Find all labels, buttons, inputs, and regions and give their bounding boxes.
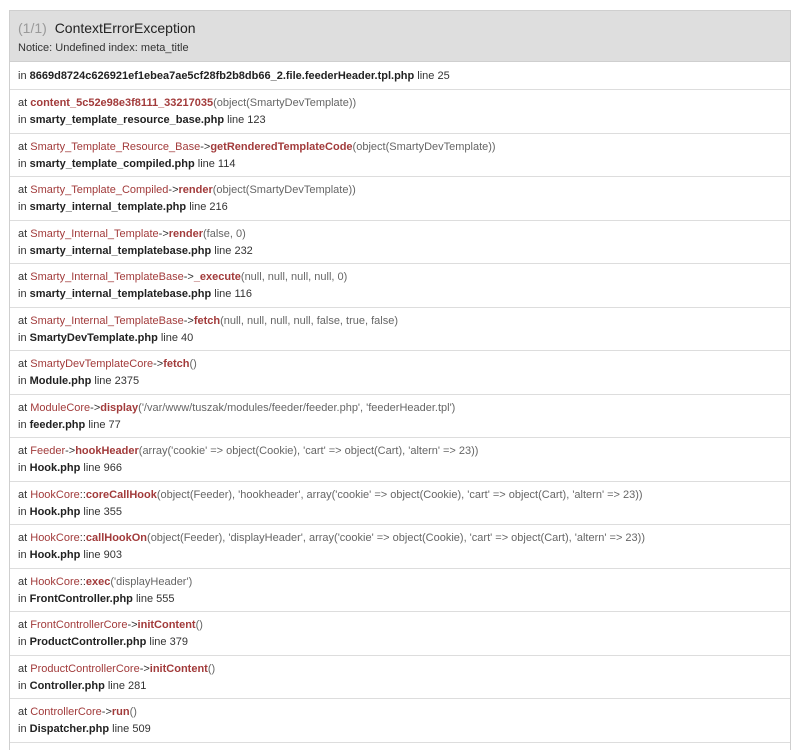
trace-call <box>18 618 782 633</box>
trace-call <box>18 531 782 546</box>
trace-args: (array('cookie' => object(Cookie), 'cart' => object(Cart), 'altern' => 23)) <box>138 445 479 457</box>
trace-separator: -> <box>90 401 101 414</box>
trace-args: (object(Feeder), 'hookheader', array('cookie' => object(Cookie), 'cart' => object(Cart), 'altern' => 23)) <box>156 488 643 501</box>
in-label: in <box>18 679 27 692</box>
at-label: at <box>18 97 28 109</box>
trace-location <box>18 635 782 650</box>
in-label: in <box>18 636 27 648</box>
trace-function: getRenderedTemplateCode <box>210 140 353 153</box>
trace-row <box>10 569 790 613</box>
trace-row <box>10 264 790 308</box>
trace-separator: :: <box>79 575 86 588</box>
trace-args: () <box>195 619 203 631</box>
trace-line: line 116 <box>214 288 252 300</box>
trace-file: smarty_internal_templatebase.php <box>29 288 212 300</box>
trace-file: Hook.php <box>29 505 81 518</box>
trace-file: Module.php <box>29 375 92 387</box>
trace-call <box>18 357 782 372</box>
at-label: at <box>18 140 28 153</box>
exception-notice: Notice: Undefined index: meta_title <box>18 42 189 54</box>
exception-class: ContextErrorException <box>54 20 196 36</box>
trace-row <box>10 482 790 526</box>
trace-file: feeder.php <box>29 418 86 431</box>
trace-location <box>18 461 782 476</box>
in-label: in <box>18 462 27 474</box>
trace-row <box>10 351 790 395</box>
trace-class: FrontControllerCore <box>30 619 128 631</box>
trace-row <box>10 90 790 134</box>
at-label: at <box>18 358 28 370</box>
trace-location <box>18 113 782 128</box>
trace-function: initContent <box>137 619 196 631</box>
trace-class: Smarty_Template_Compiled <box>30 184 169 196</box>
in-label: in <box>18 244 27 257</box>
trace-call <box>18 662 782 677</box>
trace-line: line 966 <box>83 462 122 474</box>
exception-count: (1/1) <box>18 20 47 36</box>
in-label: in <box>18 592 27 605</box>
trace-function: fetch <box>163 358 190 370</box>
trace-row <box>10 656 790 700</box>
trace-line: line 555 <box>135 592 175 605</box>
trace-location <box>18 418 782 433</box>
trace-row <box>10 525 790 569</box>
trace-class: Feeder <box>30 445 66 457</box>
trace-row <box>10 395 790 439</box>
trace-args: (object(SmartyDevTemplate)) <box>213 97 357 109</box>
trace-args: (null, null, null, null, false, true, false) <box>220 314 399 327</box>
in-label: in <box>18 288 27 300</box>
trace-call <box>18 575 782 590</box>
trace-call <box>18 488 782 503</box>
in-label: in <box>18 505 27 518</box>
trace-args: (object(SmartyDevTemplate)) <box>352 140 496 153</box>
trace-function: exec <box>85 575 111 588</box>
trace-function: fetch <box>193 314 221 327</box>
trace-location <box>18 244 782 259</box>
at-label: at <box>18 314 28 327</box>
at-label: at <box>18 619 28 631</box>
trace-args: (object(Feeder), 'displayHeader', array('cookie' => object(Cookie), 'cart' => object(Cart), 'altern' => 23)) <box>147 532 645 544</box>
at-label: at <box>18 706 28 718</box>
trace-call <box>18 401 782 416</box>
trace-separator: -> <box>168 184 179 196</box>
trace-file: Dispatcher.php <box>29 723 110 735</box>
exception-panel <box>9 10 791 750</box>
trace-row <box>10 438 790 482</box>
trace-call <box>18 227 782 242</box>
trace-class: HookCore <box>30 488 80 501</box>
trace-class: Smarty_Internal_TemplateBase <box>30 271 184 283</box>
trace-args: ('displayHeader') <box>110 575 193 588</box>
trace-separator: :: <box>79 532 86 544</box>
trace-separator: -> <box>139 662 150 675</box>
at-label: at <box>18 271 28 283</box>
trace-call <box>18 96 782 111</box>
trace-args: () <box>189 358 197 370</box>
in-label: in <box>18 331 27 344</box>
trace-file: Controller.php <box>29 679 105 692</box>
trace-location <box>18 374 782 389</box>
trace-location <box>18 505 782 520</box>
at-label: at <box>18 401 28 414</box>
trace-separator: -> <box>183 314 194 327</box>
exception-header <box>10 11 790 62</box>
trace-location <box>18 200 782 215</box>
origin-line: line 25 <box>417 70 450 82</box>
trace-location <box>18 331 782 346</box>
trace-row <box>10 699 790 743</box>
trace-line: line 77 <box>88 418 121 431</box>
trace-file: smarty_template_compiled.php <box>29 157 195 170</box>
trace-call <box>18 444 782 459</box>
trace-line: line 40 <box>160 331 194 344</box>
trace-location <box>18 157 782 172</box>
trace-class: Smarty_Internal_Template <box>30 227 159 240</box>
trace-file: FrontController.php <box>29 592 133 605</box>
trace-line: line 123 <box>227 114 266 126</box>
trace-function: hookHeader <box>75 445 139 457</box>
trace-line: line 903 <box>83 549 122 561</box>
trace-function: content_5c52e98e3f8111_33217035 <box>30 97 214 109</box>
trace-line: line 114 <box>197 157 236 170</box>
trace-separator: :: <box>79 488 86 501</box>
trace-function: initContent <box>149 662 208 675</box>
trace-line: line 355 <box>83 505 122 518</box>
trace-call <box>18 270 782 285</box>
trace-function: display <box>100 401 139 414</box>
trace-line: line 216 <box>189 201 228 213</box>
trace-location <box>18 548 782 563</box>
at-label: at <box>18 445 28 457</box>
trace-location <box>18 722 782 737</box>
in-label: in <box>18 114 27 126</box>
trace-class: ModuleCore <box>30 401 91 414</box>
trace-row <box>10 612 790 656</box>
in-label: in <box>18 201 27 213</box>
origin-file: 8669d8724c626921ef1ebea7ae5cf28fb2b8db66_2.file.feederHeader.tpl.php <box>29 70 415 82</box>
trace-line: line 281 <box>107 679 147 692</box>
trace-line: line 509 <box>112 723 151 735</box>
in-label: in <box>18 549 27 561</box>
trace-separator: -> <box>101 706 112 718</box>
in-label: in <box>18 418 27 431</box>
trace-function: coreCallHook <box>85 488 157 501</box>
trace-function: render <box>178 184 213 196</box>
trace-line: line 2375 <box>94 375 140 387</box>
trace-function: render <box>168 227 203 240</box>
trace-call <box>18 705 782 720</box>
trace-class: HookCore <box>30 575 80 588</box>
in-label: in <box>18 375 27 387</box>
trace-row <box>10 134 790 178</box>
at-label: at <box>18 488 28 501</box>
trace-file: SmartyDevTemplate.php <box>29 331 158 344</box>
trace-class: ProductControllerCore <box>30 662 140 675</box>
exception-title <box>18 19 790 37</box>
trace-line: line 379 <box>149 636 188 648</box>
trace-call <box>18 140 782 155</box>
trace-class: Smarty_Internal_TemplateBase <box>30 314 184 327</box>
trace-class: ControllerCore <box>30 706 102 718</box>
at-label: at <box>18 184 28 196</box>
trace-args: (false, 0) <box>203 227 246 240</box>
origin-row <box>10 62 790 90</box>
at-label: at <box>18 662 28 675</box>
trace-class: Smarty_Template_Resource_Base <box>30 140 201 153</box>
trace-file: Hook.php <box>29 462 81 474</box>
trace-separator: -> <box>200 140 211 153</box>
trace-separator: -> <box>65 445 76 457</box>
stack-trace <box>10 90 790 743</box>
in-label: in <box>18 157 27 170</box>
trace-file: smarty_template_resource_base.php <box>29 114 225 126</box>
trace-location <box>18 679 782 694</box>
trace-separator: -> <box>158 227 169 240</box>
trace-separator: -> <box>127 619 138 631</box>
trace-location <box>18 592 782 607</box>
trace-separator: -> <box>153 358 164 370</box>
trace-row <box>10 177 790 221</box>
trace-file: ProductController.php <box>29 636 147 648</box>
trace-location <box>18 287 782 302</box>
trace-args: () <box>129 706 137 718</box>
trace-call <box>18 314 782 329</box>
trace-args: (object(SmartyDevTemplate)) <box>212 184 356 196</box>
at-label: at <box>18 227 28 240</box>
at-label: at <box>18 532 28 544</box>
trace-class: SmartyDevTemplateCore <box>30 358 154 370</box>
in-label: in <box>18 723 27 735</box>
trace-function: run <box>111 706 130 718</box>
trace-call <box>18 183 782 198</box>
trace-row <box>10 308 790 352</box>
trace-function: callHookOn <box>85 532 148 544</box>
trace-args: ('/var/www/tuszak/modules/feeder/feeder.php', 'feederHeader.tpl') <box>138 401 456 414</box>
trace-line: line 232 <box>214 244 253 257</box>
trace-args: () <box>207 662 216 675</box>
trace-file: smarty_internal_template.php <box>29 201 187 213</box>
in-label: in <box>18 70 27 82</box>
trace-function: _execute <box>193 271 241 283</box>
trace-args: (null, null, null, null, 0) <box>240 271 348 283</box>
trace-separator: -> <box>183 271 194 283</box>
at-label: at <box>18 575 28 588</box>
trace-class: HookCore <box>30 532 80 544</box>
trace-file: Hook.php <box>29 549 81 561</box>
trace-row <box>10 221 790 265</box>
trace-file: smarty_internal_templatebase.php <box>29 244 212 257</box>
